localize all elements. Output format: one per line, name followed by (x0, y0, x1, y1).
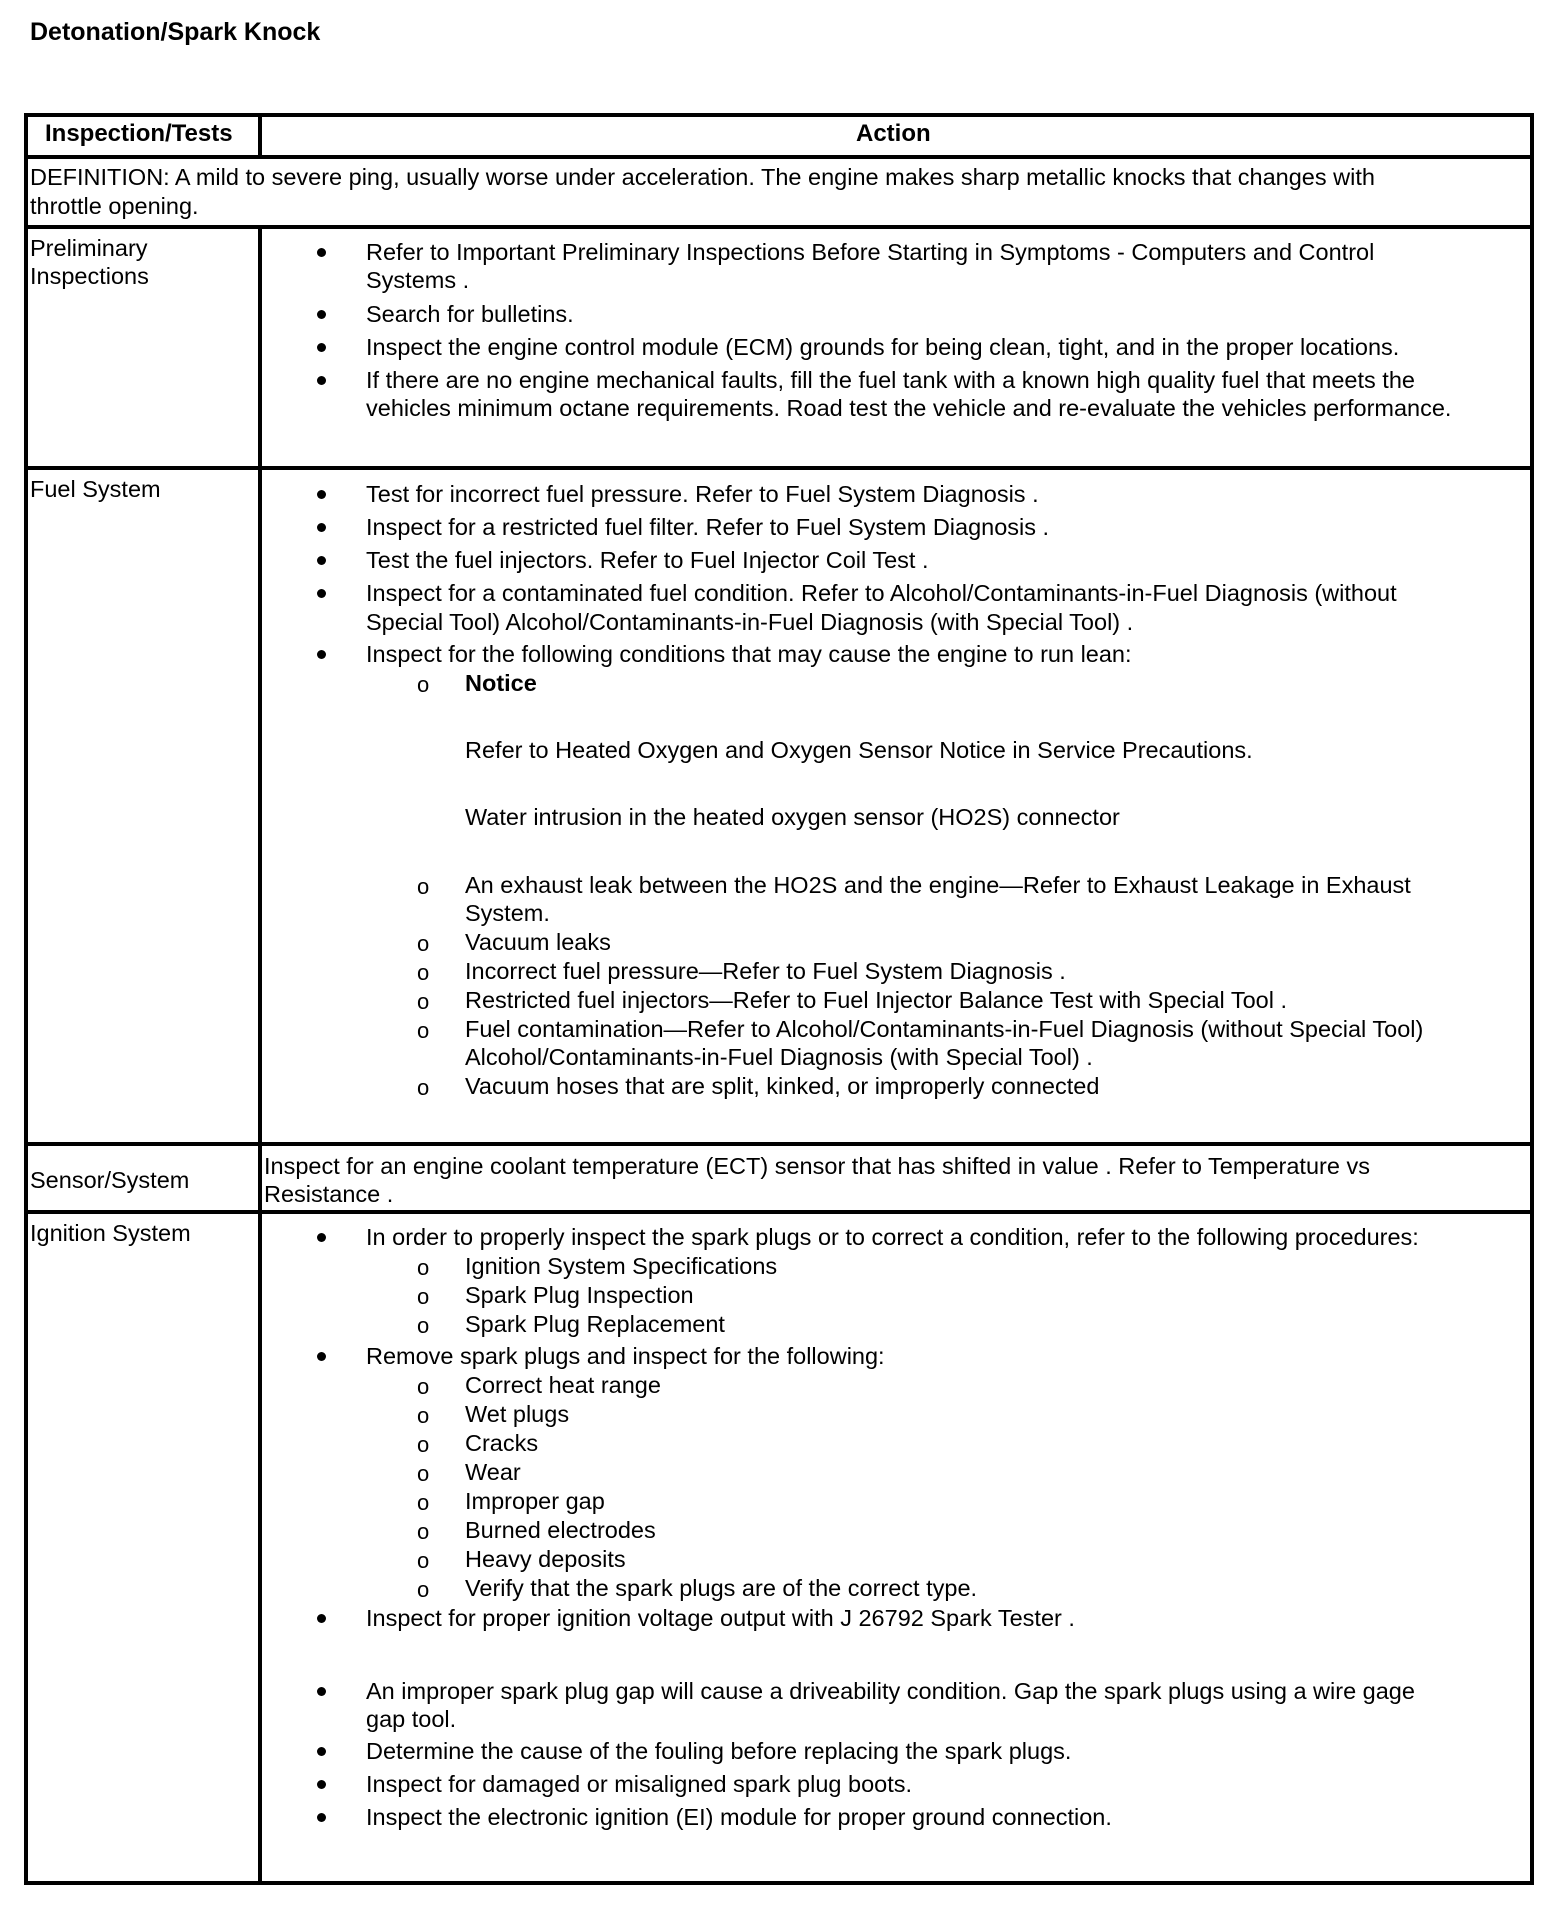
action-text: Inspect for the following conditions that may cause the engine to run lean: (366, 641, 1132, 667)
action-text: Restricted fuel injectors—Refer to Fuel Injector Balance Test with Special Tool . (465, 987, 1288, 1013)
action-text: Inspect for a restricted fuel filter. Refer to Fuel System Diagnosis . (366, 514, 1050, 540)
action-text: Inspect for damaged or misaligned spark plug boots. (366, 1771, 913, 1797)
sub-bullet-icon: o (417, 931, 430, 956)
header-inspection-tests: Inspection/Tests (45, 120, 233, 147)
action-text: Vacuum hoses that are split, kinked, or improperly connected (465, 1073, 1100, 1099)
bullet-icon (317, 1813, 326, 1822)
bullet-icon (317, 1747, 326, 1756)
action-text: An exhaust leak between the HO2S and the engine—Refer to Exhaust Leakage in Exhaust (465, 872, 1411, 898)
sub-bullet-icon: o (417, 874, 430, 899)
action-text: Incorrect fuel pressure—Refer to Fuel System Diagnosis . (465, 958, 1066, 984)
action-text: gap tool. (366, 1706, 457, 1732)
sub-bullet-icon: o (417, 989, 430, 1014)
sub-bullet-icon: o (417, 1284, 430, 1309)
action-text: Determine the cause of the fouling before replacing the spark plugs. (366, 1738, 1072, 1764)
action-text: Special Tool) Alcohol/Contaminants-in-Fuel Diagnosis (with Special Tool) . (366, 609, 1134, 635)
action-text: Ignition System Specifications (465, 1253, 778, 1279)
action-text: Wear (465, 1459, 521, 1485)
row-label-sensor-system: Sensor/System (30, 1167, 190, 1193)
bullet-icon (317, 376, 326, 385)
action-text: Inspect for a contaminated fuel condition. Refer to Alcohol/Contaminants-in-Fuel Diagnosis (without (366, 580, 1397, 606)
row-label-preliminary: Inspections (30, 263, 149, 289)
sub-bullet-icon: o (417, 1403, 430, 1428)
action-text: Refer to Important Preliminary Inspections Before Starting in Symptoms - Computers and Control (366, 239, 1375, 265)
row-divider (28, 1142, 1530, 1146)
action-text: If there are no engine mechanical faults, fill the fuel tank with a known high quality fuel that meets the (366, 367, 1415, 393)
header-divider (28, 155, 1530, 159)
row-label-preliminary: Preliminary (30, 235, 148, 261)
action-text: Resistance . (264, 1181, 394, 1207)
bullet-icon (317, 490, 326, 499)
row-divider (28, 225, 1530, 229)
row-label-ignition-system: Ignition System (30, 1220, 191, 1246)
action-text: Burned electrodes (465, 1517, 656, 1543)
action-text: Remove spark plugs and inspect for the following: (366, 1343, 885, 1369)
bullet-icon (317, 1352, 326, 1361)
action-text: Correct heat range (465, 1372, 661, 1398)
bullet-icon (317, 248, 326, 257)
action-text: Verify that the spark plugs are of the correct type. (465, 1575, 978, 1601)
action-text: vehicles minimum octane requirements. Road test the vehicle and re-evaluate the vehicles performance. (366, 395, 1452, 421)
sub-bullet-icon: o (417, 1519, 430, 1544)
sub-bullet-icon: o (417, 1255, 430, 1280)
definition-line: DEFINITION: A mild to severe ping, usually worse under acceleration. The engine makes sharp metallic knocks that changes with (30, 164, 1375, 190)
bullet-icon (317, 556, 326, 565)
bullet-icon (317, 1614, 326, 1623)
sub-bullet-icon: o (417, 1432, 430, 1457)
sub-bullet-icon: o (417, 1018, 430, 1043)
bullet-icon (317, 1233, 326, 1242)
bullet-icon (317, 1780, 326, 1789)
action-text: Inspect the engine control module (ECM) grounds for being clean, tight, and in the proper locations. (366, 334, 1400, 360)
notice-heading: Notice (465, 670, 537, 696)
action-text: Test the fuel injectors. Refer to Fuel Injector Coil Test . (366, 547, 929, 573)
action-text: Cracks (465, 1430, 539, 1456)
notice-text: Refer to Heated Oxygen and Oxygen Sensor Notice in Service Precautions. (465, 737, 1253, 763)
action-text: Wet plugs (465, 1401, 570, 1427)
action-text: Search for bulletins. (366, 301, 574, 327)
action-text: Spark Plug Inspection (465, 1282, 694, 1308)
sub-bullet-icon: o (417, 960, 430, 985)
page-title: Detonation/Spark Knock (30, 18, 321, 46)
action-text: Test for incorrect fuel pressure. Refer to Fuel System Diagnosis . (366, 481, 1039, 507)
sub-bullet-icon: o (417, 1313, 430, 1338)
row-divider (28, 466, 1530, 470)
bullet-icon (317, 1687, 326, 1696)
action-text: Improper gap (465, 1488, 605, 1514)
action-text: Inspect for proper ignition voltage output with J 26792 Spark Tester . (366, 1605, 1075, 1631)
sub-bullet-icon: o (417, 1577, 430, 1602)
column-divider (258, 227, 262, 1885)
sub-bullet-icon: o (417, 1075, 430, 1100)
bullet-icon (317, 310, 326, 319)
column-divider (258, 117, 262, 157)
action-text: System. (465, 900, 550, 926)
bullet-icon (317, 650, 326, 659)
action-text: Alcohol/Contaminants-in-Fuel Diagnosis (with Special Tool) . (465, 1044, 1093, 1070)
sub-bullet-icon: o (417, 1490, 430, 1515)
action-text: Fuel contamination—Refer to Alcohol/Contaminants-in-Fuel Diagnosis (without Special Tool) (465, 1016, 1424, 1042)
bullet-icon (317, 343, 326, 352)
action-text: Systems . (366, 267, 470, 293)
bullet-icon (317, 589, 326, 598)
action-text: Heavy deposits (465, 1546, 626, 1572)
sub-bullet-icon: o (417, 1461, 430, 1486)
action-text: In order to properly inspect the spark plugs or to correct a condition, refer to the following procedures: (366, 1224, 1419, 1250)
action-text: An improper spark plug gap will cause a driveability condition. Gap the spark plugs using a wire gage (366, 1678, 1415, 1704)
sub-bullet-icon: o (417, 1374, 430, 1399)
row-divider (28, 1210, 1530, 1214)
definition-line: throttle opening. (30, 193, 199, 219)
action-text: Water intrusion in the heated oxygen sensor (HO2S) connector (465, 804, 1120, 830)
bullet-icon (317, 523, 326, 532)
action-text: Inspect for an engine coolant temperature (ECT) sensor that has shifted in value . Refer to Temperature vs (264, 1153, 1370, 1179)
action-text: Inspect the electronic ignition (EI) module for proper ground connection. (366, 1804, 1112, 1830)
sub-bullet-icon: o (417, 672, 430, 697)
action-text: Spark Plug Replacement (465, 1311, 725, 1337)
row-label-fuel-system: Fuel System (30, 476, 161, 502)
action-text: Vacuum leaks (465, 929, 611, 955)
sub-bullet-icon: o (417, 1548, 430, 1573)
header-action: Action (856, 120, 931, 147)
